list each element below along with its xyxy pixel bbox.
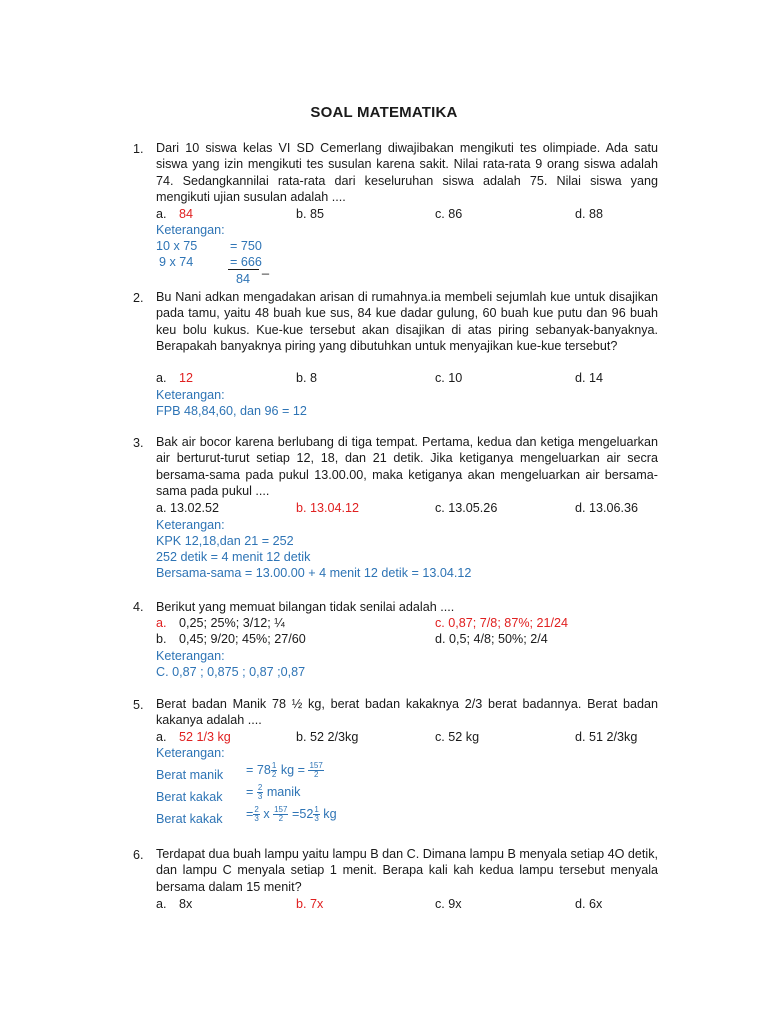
option-a-value: 8x: [179, 897, 193, 911]
option-c: c. 86: [435, 207, 463, 221]
sum-line: [228, 269, 259, 270]
option-b: b. 52 2/3kg: [296, 730, 359, 744]
question-number: 3.: [133, 436, 144, 450]
option-d: d. 6x: [575, 897, 603, 911]
question-number: 5.: [133, 698, 144, 712]
option-a-value: 84: [179, 207, 194, 221]
option-a: a.: [156, 616, 167, 630]
option-b: b. 8: [296, 371, 318, 385]
question-4-text: Berikut yang memuat bilangan tidak senilai adalah ....: [156, 600, 455, 614]
option-d: d. 0,5; 4/8; 50%; 2/4: [435, 632, 548, 646]
calc-expression: = 78 $\frac{1}{2}$ kg = $\frac{157}{2}$: [246, 761, 323, 779]
question-5-text: Berat badan Manik 78 ½ kg, berat badan kakaknya 2/3 berat badannya. Berat badan kakanya adalah ....: [156, 697, 658, 728]
option-a: a.: [156, 371, 167, 385]
option-d: d. 13.06.36: [575, 501, 639, 515]
question-number: 2.: [133, 291, 144, 305]
option-c: c. 9x: [435, 897, 462, 911]
question-number: 4.: [133, 600, 144, 614]
option-a-value: 52 1/3 kg: [179, 730, 231, 744]
option-a: a.: [156, 897, 167, 911]
question-1-text: Dari 10 siswa kelas VI SD Cemerlang diwajibakan mengikuti tes olimpiade. Ada satu siswa yang izin mengikuti tes susulan karena sakit. Nilai rata-rata 9 orang siswa adalah 74. Sedangkannilai rata-rata dari keseluruhan siswa adalah 75. Nilai siswa yang mengikuti ujian susulan adalah ....: [156, 141, 658, 205]
option-c: c. 0,87; 7/8; 87%; 21/24: [435, 616, 569, 630]
explanation-label: Keterangan:: [156, 649, 225, 663]
option-a-value: 12: [179, 371, 194, 385]
option-d: d. 51 2/3kg: [575, 730, 638, 744]
explanation-label: Keterangan:: [156, 388, 225, 402]
calc-left: 10 x 75: [156, 239, 198, 253]
calc-label: Berat kakak: [156, 790, 223, 804]
calc-right: = 750: [230, 239, 262, 253]
question-2-text: Bu Nani adkan mengadakan arisan di rumahnya.ia membeli sejumlah kue untuk disajikan pada tamu, yaitu 48 buah kue sus, 84 kue dadar gulung, 60 buah kue putu dan 96 buah keu bolu kukus. Kue-kue tersebut akan disajikan di atas piring sebanyak-banyaknya. Berapakah banyaknya piring yang dibutuhkan untuk menyajikan kue-kue tersebut?: [156, 290, 658, 354]
calc-label: Berat manik: [156, 768, 224, 782]
calc-expression: = $\frac{2}{3}$ manik: [246, 783, 301, 801]
question-number: 6.: [133, 848, 144, 862]
question-number: 1.: [133, 142, 144, 156]
page-title: SOAL MATEMATIKA: [310, 104, 458, 121]
explanation-label: Keterangan:: [156, 518, 225, 532]
option-b: b. 85: [296, 207, 325, 221]
question-6-text: Terdapat dua buah lampu yaitu lampu B dan C. Dimana lampu B menyala setiap 4O detik, dan lampu C menyala setiap 1 menit. Berapa kali kah kedua lampu tersebut menyala bersama dalam 15 menit?: [156, 847, 658, 894]
option-d: d. 14: [575, 371, 604, 385]
explanation-label: Keterangan:: [156, 746, 225, 760]
option-a-value: 0,25; 25%; 3/12; ¼: [179, 616, 285, 630]
option-b-value: 0,45; 9/20; 45%; 27/60: [179, 632, 306, 646]
option-c: c. 10: [435, 371, 463, 385]
option-b: b.: [156, 632, 167, 646]
option-b: b. 13.04.12: [296, 501, 360, 515]
option-b: b. 7x: [296, 897, 324, 911]
calc-left: 9 x 74: [159, 255, 194, 269]
option-a: a.: [156, 730, 167, 744]
question-3-text: Bak air bocor karena berlubang di tiga tempat. Pertama, kedua dan ketiga mengeluarkan air berturut-turut setiap 12, 18, dan 21 detik. Jika ketiganya mengeluarkan air secra bersama-sama pada pukul 13.00.00, maka ketiganya akan mengeluarkan air bersama-sama pada pukul ....: [156, 435, 658, 499]
explanation-label: Keterangan:: [156, 223, 225, 237]
explanation-line: KPK 12,18,dan 21 = 252: [156, 534, 294, 548]
calc-right: = 666: [230, 255, 262, 269]
calc-expression: = $\frac{2}{3}$ x $\frac{157}{2}$ =52 $\frac{1}{3}$ kg: [246, 805, 337, 823]
option-a: a.: [156, 207, 167, 221]
minus-sign: _: [262, 261, 270, 275]
explanation-line: 252 detik = 4 menit 12 detik: [156, 550, 311, 564]
option-c: c. 52 kg: [435, 730, 480, 744]
explanation-line: Bersama-sama = 13.00.00 + 4 menit 12 detik = 13.04.12: [156, 566, 472, 580]
option-d: d. 88: [575, 207, 604, 221]
option-a: a. 13.02.52: [156, 501, 220, 515]
explanation-line: FPB 48,84,60, dan 96 = 12: [156, 404, 307, 418]
calc-result: 84: [236, 272, 251, 286]
calc-label: Berat kakak: [156, 812, 223, 826]
explanation-line: C. 0,87 ; 0,875 ; 0,87 ;0,87: [156, 665, 306, 679]
option-c: c. 13.05.26: [435, 501, 498, 515]
